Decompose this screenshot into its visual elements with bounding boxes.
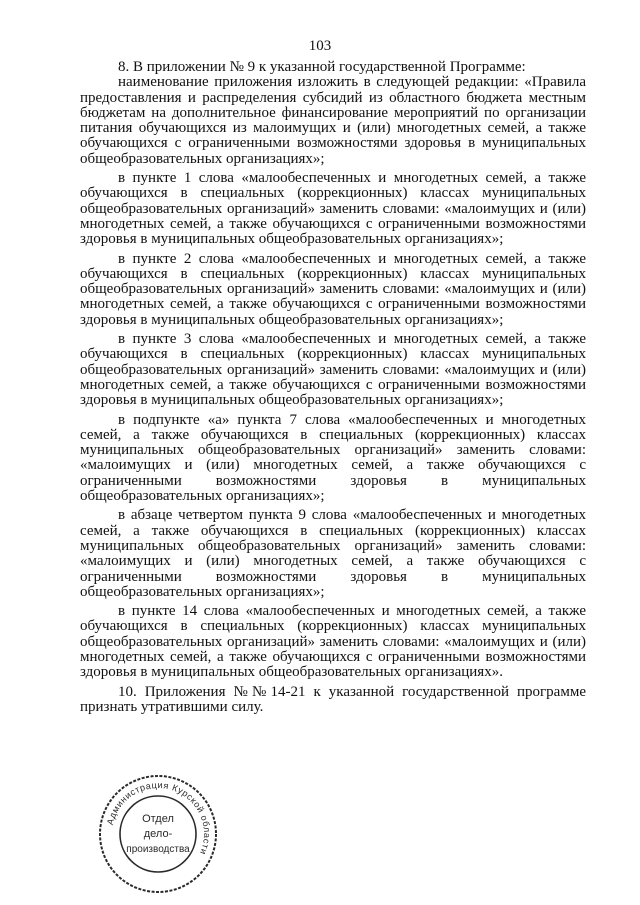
paragraph-point-9: в абзаце четвертом пункта 9 слова «малообеспеченных и многодетных семей, а также обучающихся в специальных (коррекционных) классах муниципальных общеобразовательных организаций» заменить словами: «малоимущих и (или) многодетных семей, а также обучающихся с ограниченными возможностями здоровья в муниципальных общеобразовательных организациях»; [80,507,586,600]
document-body [80,60,586,719]
paragraph-point-2: в пункте 2 слова «малообеспеченных и многодетных семей, а также обучающихся в специальных (коррекционных) классах муниципальных общеобразовательных организаций» заменить словами: «малоимущих и (или) многодетных семей, а также обучающихся с ограниченными возможностями здоровья в муниципальных общеобразовательных организациях»; [80,250,586,328]
paragraph-point-1: в пункте 1 слова «малообеспеченных и многодетных семей, а также обучающихся в специальных (коррекционных) классах муниципальных общеобразовательных организаций» заменить словами: «малоимущих и (или) многодетных семей, а также обучающихся с ограниченными возможностями здоровья в муниципальных общеобразовательных организациях»; [80,170,586,248]
paragraph-point-3: в пункте 3 слова «малообеспеченных и многодетных семей, а также обучающихся в специальных (коррекционных) классах муниципальных общеобразовательных организаций» заменить словами: «малоимущих и (или) многодетных семей, а также обучающихся с ограниченными возможностями здоровья в муниципальных общеобразовательных организациях»; [80,331,586,409]
stamp-ring-text: Администрация Курской области [104,779,213,857]
page-number: 103 [308,38,332,54]
paragraph-subpoint-a-7: в подпункте «а» пункта 7 слова «малообеспеченных и многодетных семей, а также обучающихся в специальных (коррекционных) классах муниципальных общеобразовательных организаций» заменить словами: «малоимущих и (или) многодетных семей, а также обучающихся с ограниченными возможностями здоровья в муниципальных общеобразовательных организациях»; [80,411,586,505]
office-stamp [96,772,220,896]
stamp-center-line-1: Отдел [142,813,174,825]
item-10-paragraph: 10. Приложения №№14-21 к указанной государственной программе признать утратившими силу. [80,683,586,715]
paragraph-point-14: в пункте 14 слова «малообеспеченных и многодетных семей, а также обучающихся в специальных (коррекционных) классах муниципальных общеобразовательных организаций» заменить словами: «малоимущих и (или) многодетных семей, а также обучающихся с ограниченными возможностями здоровья в муниципальных общеобразовательных организациях». [80,603,586,681]
stamp-center-line-2: дело- [143,828,173,840]
stamp-center-line-3: производства [126,844,190,855]
item-8-heading: 8. В приложении № 9 к указанной государственной Программе: [118,59,526,75]
paragraph-appendix-title: наименование приложения изложить в следующей редакции: «Правила предоставления и распределения субсидий из областного бюджета местным бюджетам на дополнительное финансирование мероприятий по организации питания обучающихся из малоимущих и (или) многодетных семей, а также обучающихся с ограниченными возможностями здоровья в муниципальных общеобразовательных организациях»; [80,74,586,167]
